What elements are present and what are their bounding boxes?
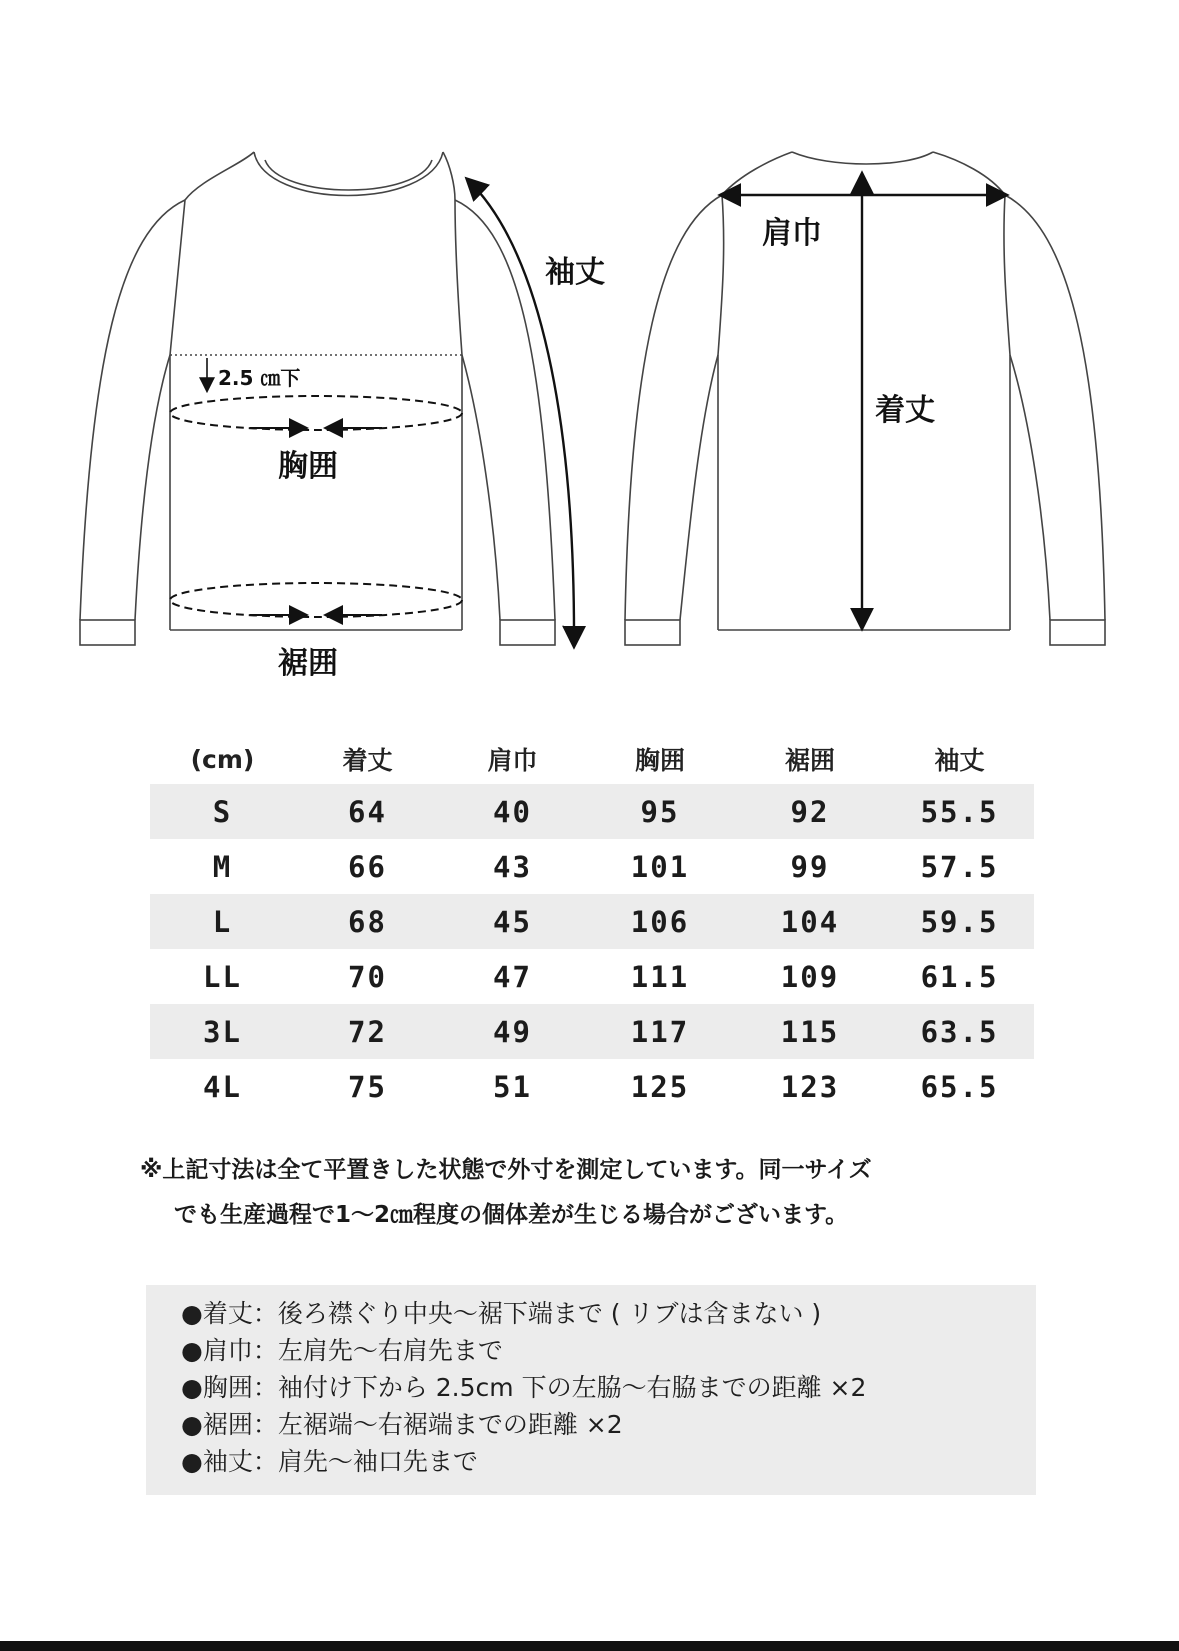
size-cell: S bbox=[150, 784, 295, 839]
value-cell: 45 bbox=[440, 894, 585, 949]
value-cell: 99 bbox=[790, 849, 830, 884]
table-row bbox=[150, 1004, 1034, 1059]
size-cell: L bbox=[150, 894, 295, 949]
unit-header: (cm) bbox=[190, 744, 255, 774]
value-cell: 51 bbox=[493, 1069, 532, 1104]
note-line-2: でも生産過程で1〜2㎝程度の個体差が生じる場合がございます。 bbox=[174, 1202, 849, 1228]
offset-label: 2.5 ㎝下 bbox=[218, 366, 301, 390]
measurement-note bbox=[140, 1148, 1040, 1238]
length-label: 着丈 bbox=[875, 393, 935, 428]
value-cell: 65.5 bbox=[920, 1069, 999, 1104]
sleeve-length-arrow bbox=[468, 180, 574, 645]
note-line-1: ※上記寸法は全て平置きした状態で外寸を測定しています。同一サイズ bbox=[140, 1157, 872, 1183]
value-cell: 92 bbox=[735, 784, 885, 839]
value-cell: 115 bbox=[735, 1004, 885, 1059]
value-cell: 75 bbox=[348, 1069, 387, 1104]
size-cell: 4L bbox=[203, 1069, 242, 1104]
definition-chest: ●胸囲：袖付け下から 2.5cm 下の左脇〜右脇までの距離 ×2 bbox=[181, 1373, 867, 1402]
table-row bbox=[150, 784, 1034, 839]
value-cell: 57.5 bbox=[920, 849, 999, 884]
value-cell: 64 bbox=[295, 784, 440, 839]
size-cell: M bbox=[212, 849, 233, 884]
value-cell: 125 bbox=[630, 1069, 690, 1104]
definition-length: ●着丈：後ろ襟ぐり中央〜裾下端まで ( リブは含まない ) bbox=[181, 1299, 822, 1328]
measurement-definitions bbox=[146, 1285, 1036, 1495]
header-sleeve: 袖丈 bbox=[934, 746, 985, 775]
value-cell: 95 bbox=[585, 784, 735, 839]
value-cell: 43 bbox=[493, 849, 532, 884]
size-cell: LL bbox=[203, 959, 242, 994]
definition-shoulder: ●肩巾：左肩先〜右肩先まで bbox=[181, 1336, 503, 1365]
value-cell: 49 bbox=[440, 1004, 585, 1059]
value-cell: 61.5 bbox=[920, 959, 999, 994]
size-table bbox=[150, 734, 1034, 1114]
table-row bbox=[150, 1059, 1034, 1114]
value-cell: 47 bbox=[493, 959, 532, 994]
shirt-measurement-diagram bbox=[0, 0, 1179, 700]
size-cell: 3L bbox=[150, 1004, 295, 1059]
value-cell: 106 bbox=[585, 894, 735, 949]
chest-label: 胸囲 bbox=[278, 449, 338, 484]
value-cell: 55.5 bbox=[885, 784, 1034, 839]
header-hem: 裾囲 bbox=[784, 746, 835, 775]
front-shirt-outline bbox=[80, 152, 555, 645]
value-cell: 123 bbox=[780, 1069, 840, 1104]
chest-measure-marker bbox=[170, 396, 462, 430]
bottom-border bbox=[0, 1641, 1179, 1651]
value-cell: 70 bbox=[348, 959, 387, 994]
shoulder-label: 肩巾 bbox=[762, 216, 822, 251]
value-cell: 109 bbox=[780, 959, 840, 994]
value-cell: 117 bbox=[585, 1004, 735, 1059]
sleeve-label: 袖丈 bbox=[545, 255, 605, 290]
table-row bbox=[150, 894, 1034, 949]
table-header-row bbox=[150, 734, 1034, 784]
value-cell: 72 bbox=[295, 1004, 440, 1059]
definition-sleeve: ●袖丈：肩先〜袖口先まで bbox=[181, 1447, 478, 1476]
back-shirt-outline bbox=[625, 152, 1105, 645]
hem-measure-marker bbox=[170, 583, 462, 617]
value-cell: 68 bbox=[295, 894, 440, 949]
table-row bbox=[150, 949, 1034, 1004]
value-cell: 66 bbox=[348, 849, 387, 884]
hem-label: 裾囲 bbox=[278, 646, 338, 681]
value-cell: 101 bbox=[630, 849, 690, 884]
value-cell: 104 bbox=[735, 894, 885, 949]
value-cell: 59.5 bbox=[885, 894, 1034, 949]
header-chest: 胸囲 bbox=[634, 746, 685, 775]
header-shoulder: 肩巾 bbox=[487, 746, 538, 775]
table-row bbox=[150, 839, 1034, 894]
value-cell: 40 bbox=[440, 784, 585, 839]
value-cell: 111 bbox=[630, 959, 690, 994]
definition-hem: ●裾囲：左裾端〜右裾端までの距離 ×2 bbox=[181, 1410, 623, 1439]
value-cell: 63.5 bbox=[885, 1004, 1034, 1059]
header-length: 着丈 bbox=[342, 746, 393, 775]
